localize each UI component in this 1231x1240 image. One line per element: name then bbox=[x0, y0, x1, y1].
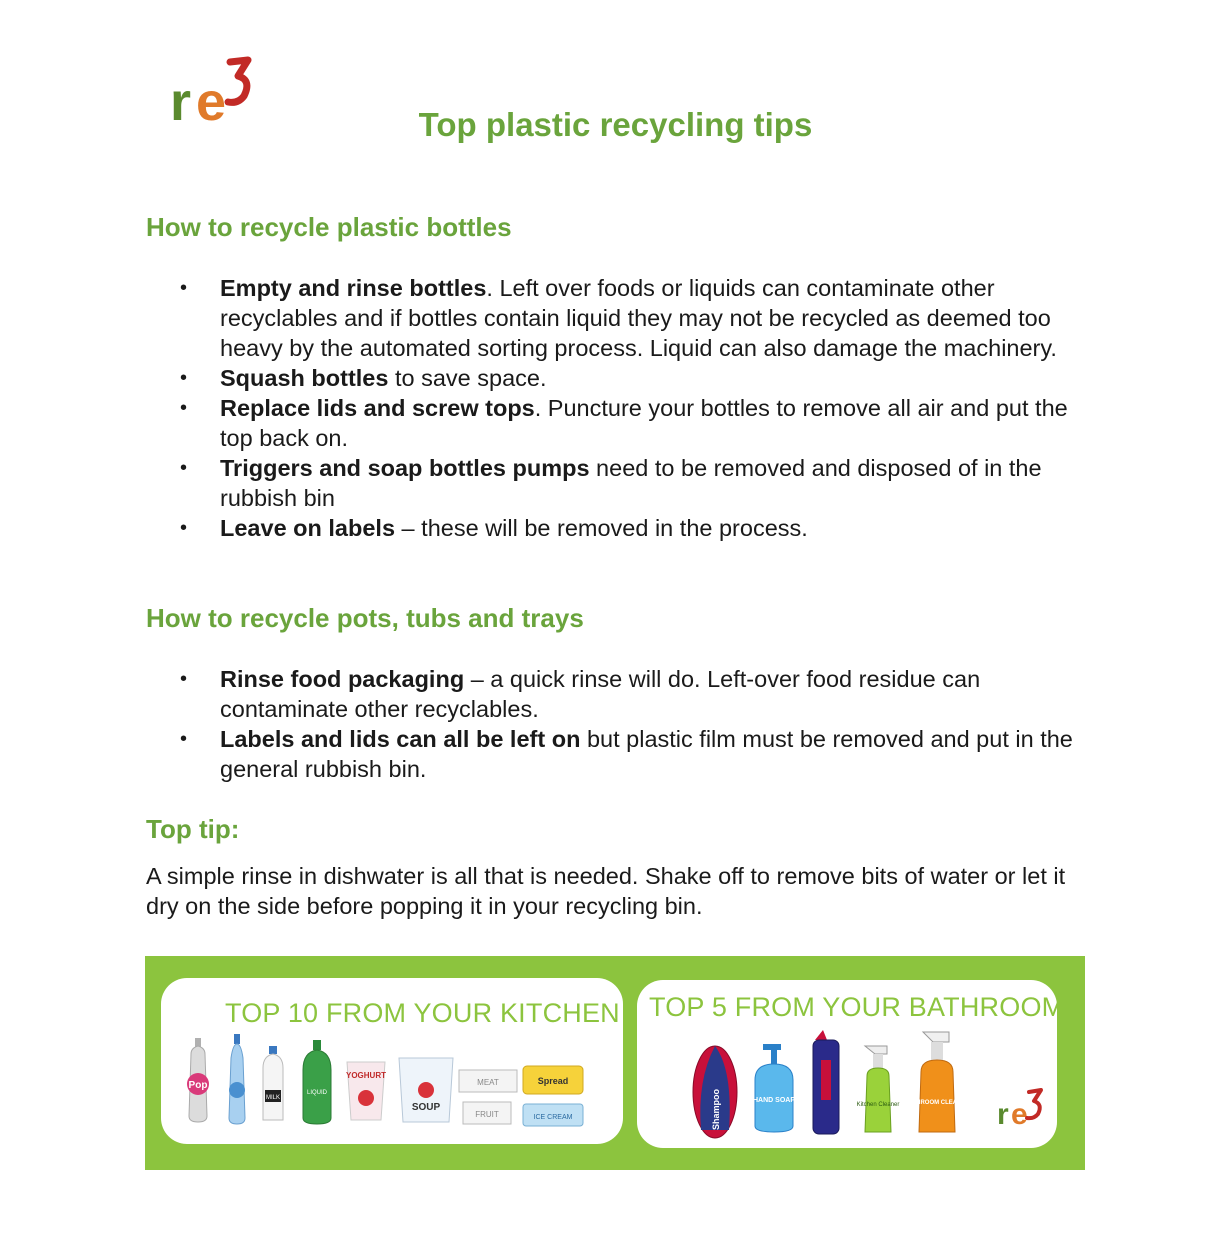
list-item: • Triggers and soap bottles pumps need to be removed and disposed of in the rubbish bin bbox=[146, 453, 1086, 513]
ice-cream-tub-icon bbox=[523, 1104, 583, 1126]
bathroom-cleaner-label: BATHROOM CLEANER bbox=[904, 1100, 970, 1106]
bathroom-panel bbox=[637, 980, 1065, 1148]
list-item: • Replace lids and screw tops. Puncture your bottles to remove all air and put the top back on. bbox=[146, 393, 1086, 453]
bathroom-panel-title: TOP 5 FROM YOUR BATHROOM bbox=[649, 992, 1065, 1022]
bottles-tip-list bbox=[146, 273, 1086, 543]
kitchen-cleaner-label: Kitchen Cleaner bbox=[856, 1102, 900, 1108]
list-item: • Empty and rinse bottles. Left over foods or liquids can contaminate other recyclables and if bottles contain liquid they may not be recycled as deemed too heavy by the automated sorting process. Liquid can also damage the machinery. bbox=[146, 273, 1086, 363]
milk-bottle-icon bbox=[263, 1046, 283, 1120]
spread-label: Spread bbox=[537, 1076, 569, 1086]
yoghurt-pot-icon bbox=[346, 1062, 386, 1120]
hand-soap-label: HAND SOAP bbox=[752, 1097, 796, 1104]
section-heading-bottles: How to recycle plastic bottles bbox=[146, 212, 512, 242]
ice-cream-label: ICE CREAM bbox=[533, 1114, 573, 1121]
page-title: Top plastic recycling tips bbox=[418, 106, 813, 143]
toilet-cleaner-bottle-icon bbox=[813, 1030, 839, 1134]
water-bottle-icon bbox=[229, 1034, 245, 1124]
bathroom-items-illustration bbox=[637, 980, 1057, 1148]
svg-text:r: r bbox=[170, 72, 192, 128]
milk-label: MILK bbox=[265, 1095, 281, 1101]
pop-bottle-icon bbox=[187, 1038, 209, 1122]
fruit-punnet-icon bbox=[463, 1102, 511, 1124]
list-item: • Labels and lids can all be left on but plastic film must be removed and put in the general rubbish bin. bbox=[146, 724, 1086, 784]
re3-small-logo bbox=[997, 1090, 1041, 1131]
kitchen-items-illustration bbox=[161, 978, 623, 1144]
pop-label: Pop bbox=[188, 1080, 208, 1091]
recycling-banner bbox=[145, 956, 1085, 1170]
meat-tray-icon bbox=[459, 1070, 517, 1092]
meat-label: MEAT bbox=[477, 1078, 499, 1087]
shampoo-bottle-icon bbox=[693, 1046, 737, 1138]
spread-tub-icon bbox=[523, 1066, 583, 1094]
list-item: • Rinse food packaging – a quick rinse will do. Left-over food residue can contaminate other recyclables. bbox=[146, 664, 1086, 724]
list-item: • Leave on labels – these will be removed in the process. bbox=[146, 513, 1086, 543]
svg-text:r: r bbox=[997, 1098, 1009, 1131]
kitchen-panel bbox=[161, 978, 623, 1144]
svg-text:e: e bbox=[1011, 1098, 1028, 1131]
bathroom-cleaner-spray-icon bbox=[904, 1032, 970, 1132]
top-tip-text: A simple rinse in dishwater is all that is needed. Shake off to remove bits of water or let it dry on the side before popping it in your recycling bin. bbox=[146, 863, 1066, 919]
svg-text:e: e bbox=[196, 72, 227, 128]
list-item: • Squash bottles to save space. bbox=[146, 363, 1086, 393]
fruit-label: FRUIT bbox=[475, 1110, 499, 1119]
hand-soap-pump-icon bbox=[753, 1044, 795, 1132]
liquid-label: LIQUID bbox=[306, 1090, 328, 1096]
washing-up-liquid-icon bbox=[303, 1040, 331, 1124]
shampoo-label: Shampoo bbox=[711, 1088, 721, 1130]
section-heading-top-tip: Top tip: bbox=[146, 814, 240, 844]
soup-label: SOUP bbox=[411, 1102, 441, 1113]
yoghurt-label: YOGHURT bbox=[346, 1071, 386, 1080]
pots-tip-list bbox=[146, 664, 1086, 784]
section-heading-pots: How to recycle pots, tubs and trays bbox=[146, 603, 584, 633]
kitchen-panel-title: TOP 10 FROM YOUR KITCHEN bbox=[225, 998, 620, 1028]
kitchen-cleaner-spray-icon bbox=[857, 1046, 900, 1132]
soup-tub-icon bbox=[399, 1058, 453, 1122]
